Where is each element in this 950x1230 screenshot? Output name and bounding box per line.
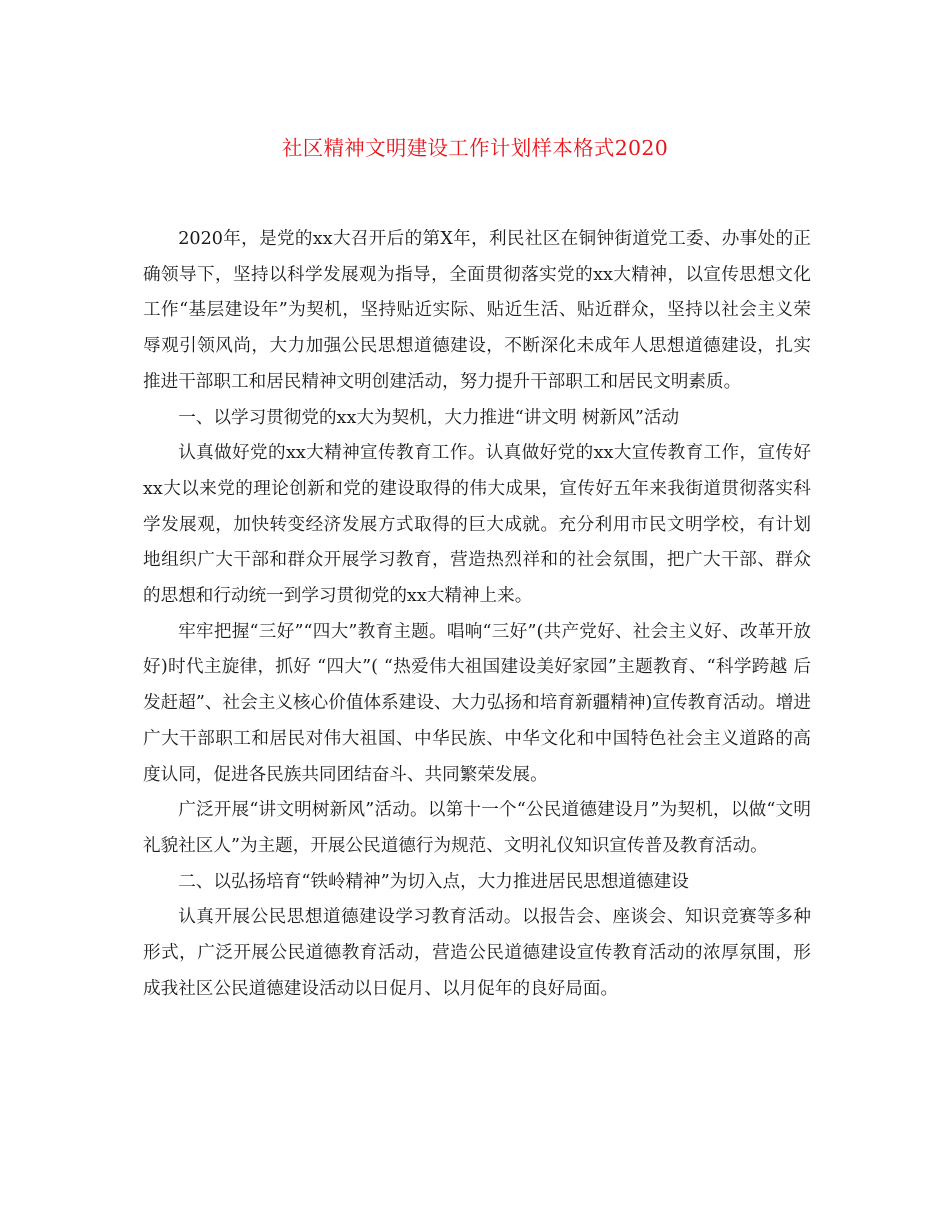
document-body	[143, 160, 811, 1007]
title-spacing	[143, 160, 811, 222]
document-title: 社区精神文明建设工作计划样本格式2020	[281, 136, 669, 160]
body-paragraph: 认真开展公民思想道德建设学习教育活动。以报告会、座谈会、知识竞赛等多种形式，广泛开展公民道德教育活动，营造公民道德建设宣传教育活动的浓厚氛围，形成我社区公民道德建设活动以日促月、以月促年的良好局面。	[143, 907, 811, 999]
body-paragraph: 认真做好党的xx大精神宣传教育工作。认真做好党的xx大宣传教育工作，宣传好xx大以来党的理论创新和党的建设取得的伟大成果，宣传好五年来我街道贯彻落实科学发展观，加快转变经济发展方式取得的巨大成就。充分利用市民文明学校，有计划地组织广大干部和群众开展学习教育，营造热烈祥和的社会氛围，把广大干部、群众的思想和行动统一到学习贯彻党的xx大精神上来。	[143, 443, 811, 607]
intro-paragraph: 2020年，是党的xx大召开后的第X年，利民社区在铜钟街道党工委、办事处的正确领导下，坚持以科学发展观为指导，全面贯彻落实党的xx大精神，以宣传思想文化工作“基层建设年”为契机，坚持贴近实际、贴近生活、贴近群众，坚持以社会主义荣辱观引领风尚，大力加强公民思想道德建设，不断深化未成年人思想道德建设，扎实推进干部职工和居民精神文明创建活动，努力提升干部职工和居民文明素质。	[143, 229, 811, 392]
section-heading-1: 一、以学习贯彻党的xx大为契机，大力推进“讲文明 树新风”活动	[178, 407, 680, 428]
body-paragraph: 广泛开展“讲文明树新风”活动。以第十一个“公民道德建设月”为契机，以做“文明礼貌社区人”为主题，开展公民道德行为规范、文明礼仪知识宣传普及教育活动。	[143, 800, 811, 856]
body-paragraph: 牢牢把握“三好”“四大”教育主题。唱响“三好”(共产党好、社会主义好、改革开放好)时代主旋律，抓好 “四大”( “热爱伟大祖国建设美好家园”主题教育、“科学跨越 后发赶超”、社会主义核心价值体系建设、大力弘扬和培育新疆精神)宣传教育活动。增进广大干部职工和居民对伟大祖国、中华民族、中华文化和中国特色社会主义道路的高度认同，促进各民族共同团结奋斗、共同繁荣发展。	[143, 621, 811, 785]
section-heading-2: 二、以弘扬培育“铁岭精神”为切入点，大力推进居民思想道德建设	[178, 871, 689, 892]
